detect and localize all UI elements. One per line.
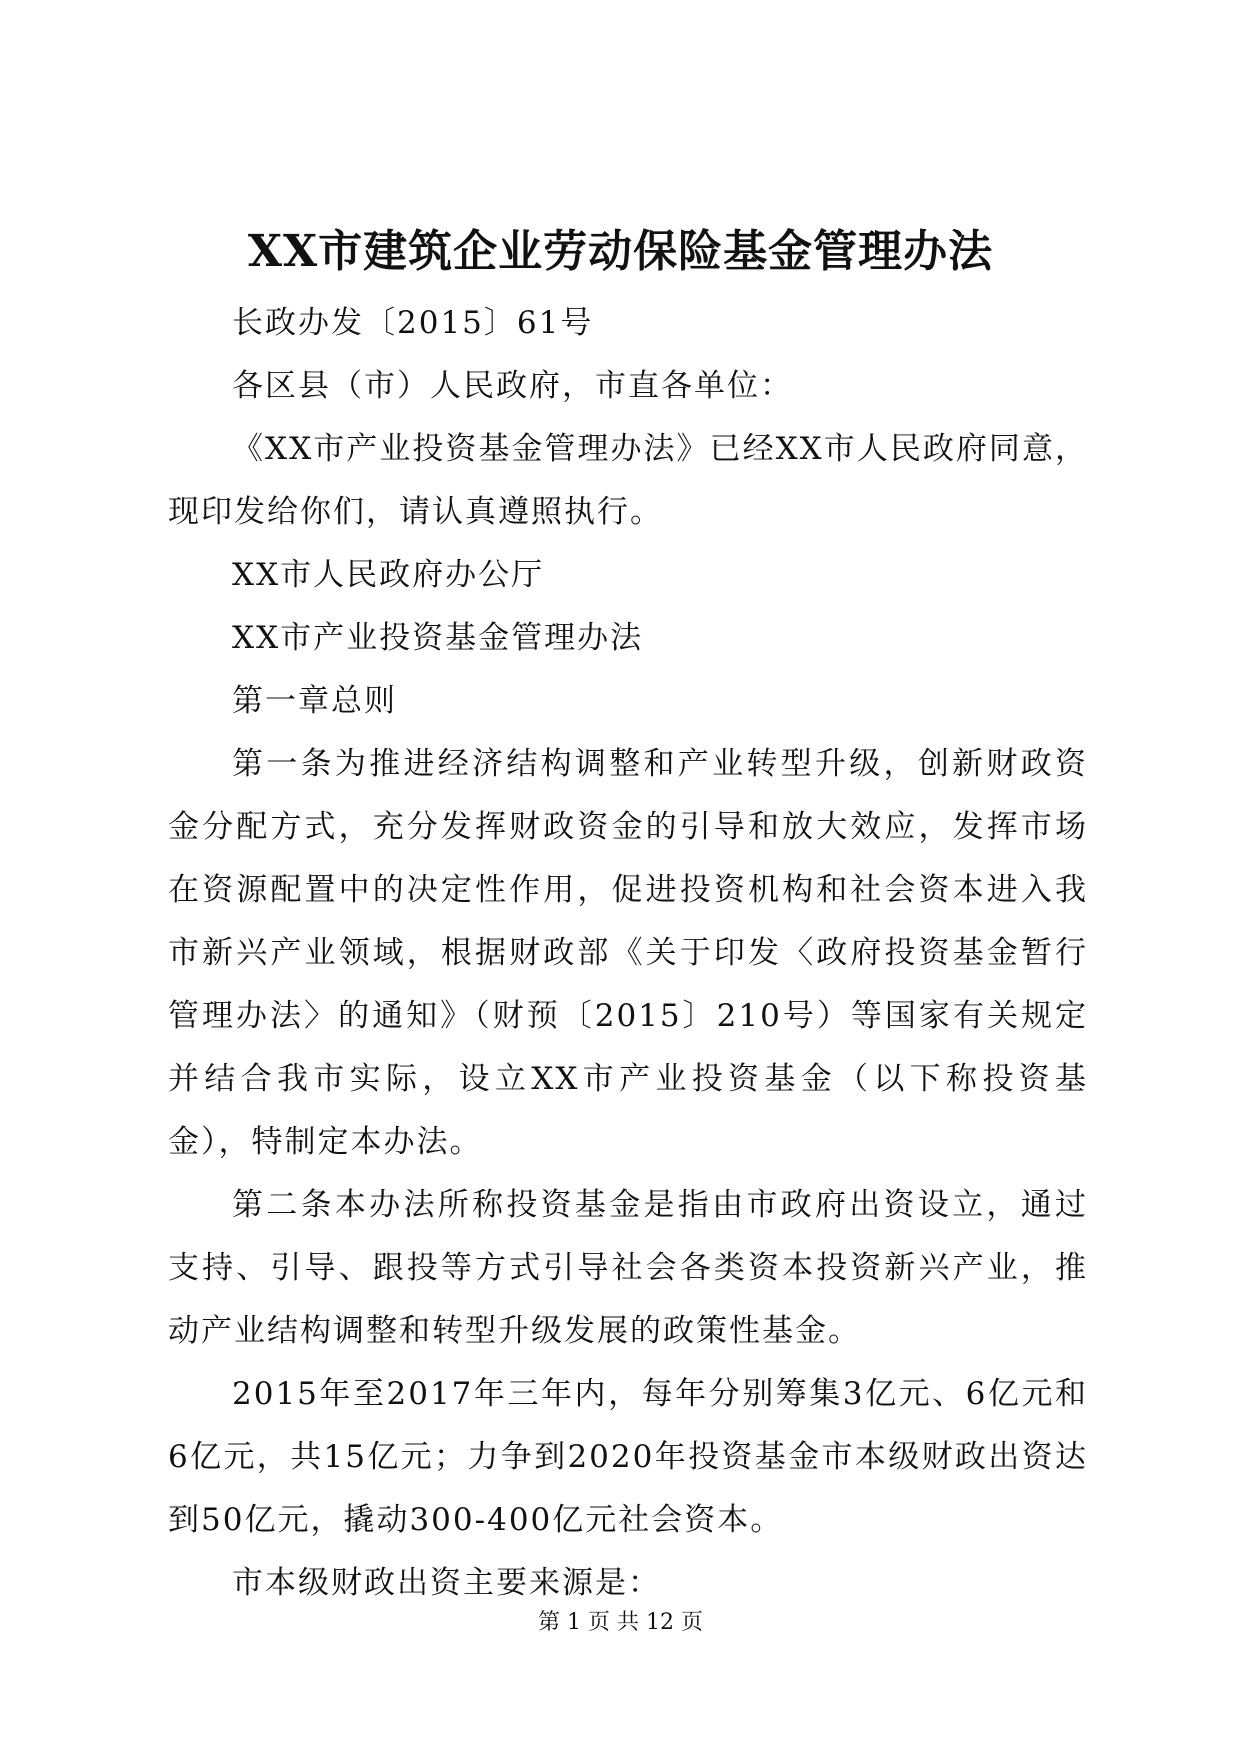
addressee: 各区县（市）人民政府，市直各单位：: [232, 368, 793, 404]
document-body: [168, 292, 1088, 1615]
paragraph: 市本级财政出资主要来源是：: [232, 1565, 661, 1601]
section-title: XX市产业投资基金管理办法: [232, 620, 644, 656]
document-title: XX市建筑企业劳动保险基金管理办法: [247, 226, 994, 277]
document-number: 长政办发〔2015〕61号: [232, 305, 594, 341]
issuer: XX市人民政府办公厅: [232, 557, 545, 593]
paragraph: 第一条为推进经济结构调整和产业转型升级，创新财政资金分配方式，充分发挥财政资金的引导和放大效应，发挥市场在资源配置中的决定性作用，促进投资机构和社会资本进入我市新兴产业领域，根据财政部《关于印发〈政府投资基金暂行管理办法〉的通知》（财预〔2015〕210号）等国家有关规定并结合我市实际，设立XX市产业投资基金（以下称投资基金），特制定本办法。: [168, 746, 1088, 1160]
paragraph: 2015年至2017年三年内，每年分别筹集3亿元、6亿元和6亿元，共15亿元；力争到2020年投资基金市本级财政出资达到50亿元，撬动300-400亿元社会资本。: [168, 1376, 1088, 1538]
page-footer: 第 1 页 共 12 页: [538, 1610, 703, 1635]
paragraph: 第二条本办法所称投资基金是指由市政府出资设立，通过支持、引导、跟投等方式引导社会各类资本投资新兴产业，推动产业结构调整和转型升级发展的政策性基金。: [168, 1187, 1088, 1349]
paragraph: 《XX市产业投资基金管理办法》已经XX市人民政府同意，现印发给你们，请认真遵照执行。: [168, 431, 1088, 530]
chapter-heading: 第一章总则: [232, 683, 397, 719]
